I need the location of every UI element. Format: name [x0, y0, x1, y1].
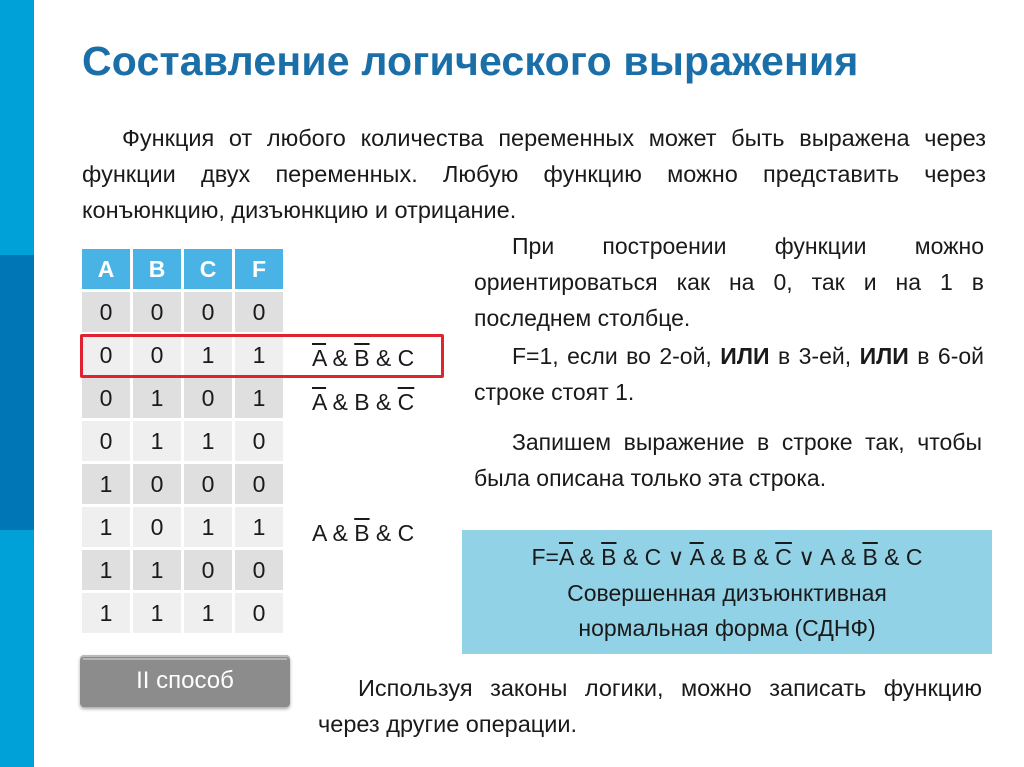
table-cell: 0 — [184, 292, 232, 332]
table-cell: 1 — [82, 464, 130, 504]
header-c: C — [184, 249, 232, 289]
table-cell: 0 — [235, 464, 283, 504]
note-text: F=1, если во 2-ой, — [512, 343, 721, 369]
sdnf-caption-line: Совершенная дизъюнктивная — [567, 580, 887, 606]
table-cell: 1 — [235, 378, 283, 418]
row6-expression — [312, 520, 414, 547]
method-two-button[interactable] — [80, 655, 290, 707]
method-two-button-label: II способ — [136, 667, 234, 694]
table-cell: 0 — [133, 335, 181, 375]
table-cell: 1 — [133, 593, 181, 633]
table-cell: 1 — [184, 335, 232, 375]
header-a: A — [82, 249, 130, 289]
and-operator: & — [369, 345, 398, 371]
truth-table — [79, 246, 286, 636]
table-cell: 1 — [235, 507, 283, 547]
table-row — [82, 507, 283, 547]
term-var: $\overline{B}$ — [354, 520, 370, 546]
and-operator: & — [326, 345, 355, 371]
row2-expression — [312, 345, 414, 372]
table-cell: 0 — [235, 550, 283, 590]
note-rows-with-one — [474, 338, 991, 410]
intro-paragraph: Функция от любого количества переменных может быть выражена через функции двух переменных. Любую функцию можно представить через конъюнкцию, дизъюнкцию и отрицание. — [82, 125, 986, 223]
and-operator: & — [834, 544, 863, 570]
sdnf-formula-box — [462, 530, 992, 654]
table-cell: 0 — [235, 421, 283, 461]
table-cell: 1 — [184, 421, 232, 461]
or-operator: ∨ — [661, 544, 690, 570]
table-row — [82, 593, 283, 633]
table-row — [82, 464, 283, 504]
table-row — [82, 550, 283, 590]
note-orientation: При построении функции можно ориентироваться как на 0, так и на 1 в последнем столбце. — [474, 233, 984, 331]
table-cell: 1 — [184, 593, 232, 633]
table-cell: 1 — [184, 507, 232, 547]
or-keyword: ИЛИ — [720, 343, 770, 369]
term-var: $\overline{A}$ — [689, 544, 704, 570]
table-cell: 0 — [133, 292, 181, 332]
term-var: C — [644, 544, 662, 570]
bottom-paragraph: Используя законы логики, можно записать функцию через другие операции. — [318, 675, 982, 737]
table-cell: 0 — [82, 378, 130, 418]
table-cell: 0 — [133, 507, 181, 547]
and-operator: & — [326, 389, 355, 415]
and-operator: & — [369, 389, 398, 415]
table-cell: 0 — [184, 550, 232, 590]
note-write-expression: Запишем выражение в строке так, чтобы была описана только эта строка. — [474, 429, 982, 491]
note-text: в 3-ей, — [769, 343, 860, 369]
or-keyword: ИЛИ — [859, 343, 909, 369]
or-operator: ∨ — [791, 544, 821, 570]
header-f: F — [235, 249, 283, 289]
term-var: $\overline{C}$ — [397, 389, 415, 415]
table-cell: 0 — [82, 421, 130, 461]
table-cell: 0 — [235, 292, 283, 332]
and-operator: & — [703, 544, 732, 570]
header-b: B — [133, 249, 181, 289]
table-cell: 0 — [235, 593, 283, 633]
table-cell: 1 — [82, 593, 130, 633]
term-var: $\overline{A}$ — [312, 345, 327, 371]
term-var: $\overline{C}$ — [775, 544, 792, 570]
table-row — [82, 378, 283, 418]
term-var: A — [312, 520, 327, 546]
and-operator: & — [369, 520, 398, 546]
table-cell: 0 — [184, 378, 232, 418]
term-var: B — [731, 544, 748, 570]
table-cell: 0 — [82, 292, 130, 332]
table-cell: 0 — [82, 335, 130, 375]
table-cell: 0 — [133, 464, 181, 504]
and-operator: & — [747, 544, 776, 570]
term-var: $\overline{B}$ — [862, 544, 878, 570]
sdnf-caption — [462, 576, 992, 646]
and-operator: & — [573, 544, 602, 570]
left-accent-bar-dark-segment — [0, 255, 34, 530]
term-var: C — [905, 544, 923, 570]
formula-prefix: F= — [531, 544, 559, 570]
term-var: A — [820, 544, 835, 570]
term-var: $\overline{A}$ — [558, 544, 574, 570]
and-operator: & — [326, 520, 355, 546]
term-var: $\overline{A}$ — [312, 389, 327, 415]
truth-table-header-row — [82, 249, 283, 289]
note-text: в 6-ой строке стоят 1. — [474, 343, 991, 405]
table-cell: 1 — [235, 335, 283, 375]
and-operator: & — [616, 544, 645, 570]
and-operator: & — [877, 544, 906, 570]
table-cell: 1 — [82, 550, 130, 590]
sdnf-formula — [462, 544, 992, 571]
term-var: $\overline{B}$ — [601, 544, 617, 570]
table-cell: 1 — [82, 507, 130, 547]
term-var: $\overline{B}$ — [354, 345, 370, 371]
term-var: B — [354, 389, 370, 415]
table-row — [82, 421, 283, 461]
table-row — [82, 292, 283, 332]
sdnf-caption-line: нормальная форма (СДНФ) — [578, 615, 876, 641]
table-cell: 0 — [184, 464, 232, 504]
row3-expression — [312, 389, 414, 416]
table-cell: 1 — [133, 421, 181, 461]
slide-title: Составление логического выражения — [82, 38, 859, 84]
table-cell: 1 — [133, 550, 181, 590]
term-var: C — [397, 345, 415, 371]
term-var: C — [397, 520, 415, 546]
table-cell: 1 — [133, 378, 181, 418]
